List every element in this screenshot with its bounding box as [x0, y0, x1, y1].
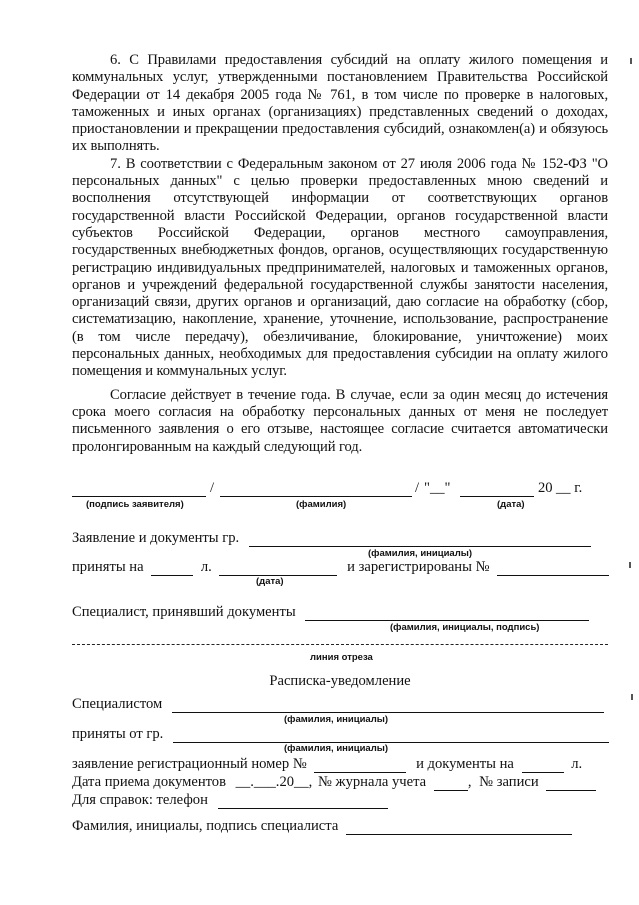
specialist-label: Специалист, принявший документы	[72, 604, 296, 620]
receipt-date-row	[72, 774, 596, 791]
specialist-row	[72, 604, 589, 621]
record-number-line[interactable]	[546, 776, 596, 791]
sheets-label: л.	[200, 559, 212, 575]
docs-sheets-unit: л.	[571, 756, 583, 772]
reg-number-line[interactable]	[314, 758, 406, 773]
journal-number-line[interactable]	[434, 776, 468, 791]
journal-separator: ,	[467, 774, 472, 790]
phone-row	[72, 792, 388, 809]
paragraph-consent-term: Согласие действует в течение года. В случае, если за один месяц до истечения срока моего согласия на обработку персональных данных от меня не последует письменного заявления о его отзыве, настоящее согласие считается автоматически пролонгированным на каждый следующий год.	[72, 386, 608, 455]
docs-sheets-line[interactable]	[522, 758, 564, 773]
cut-line-label: линия отреза	[310, 652, 373, 663]
reg-number-row	[72, 756, 582, 773]
slash-separator: /	[415, 480, 420, 496]
paragraphs-block	[72, 52, 608, 456]
caption-date: (дата)	[497, 499, 525, 510]
reg-number-label: заявление регистрационный номер №	[72, 756, 307, 772]
caption-surname: (фамилия)	[296, 499, 347, 510]
accepted-label: приняты на	[72, 559, 144, 575]
paragraph-7: 7. В соответствии с Федеральным законом от 27 июля 2006 года № 152-ФЗ "О персональных данных" с целью проверки предоставленных мною сведений и восполнения отсутствующей информации от соответствующих органов государственной власти Российской Федерации, органов государственной власти субъектов Российской Федерации, органов местного самоуправления, государственных внебюджетных фондов, органов, осуществляющих государственную регистрацию индивидуальных предпринимателей, налоговых и таможенных органов, органов и учреждений федеральной государственной службы занятости населения, организаций связи, других органов и организаций, даю согласие на обработку (сбор, систематизацию, накопление, хранение, уточнение, использование, распространение (в том числе передачу), обезличивание, блокирование, уничтожение) моих персональных данных, необходимых для предоставления субсидии на оплату жилого помещения и коммунальных услуг.	[72, 155, 608, 380]
date-day: "__"	[424, 480, 451, 496]
specialist-signature-row	[72, 818, 572, 835]
cut-line	[72, 644, 608, 645]
scan-mark	[631, 694, 633, 700]
signature-row	[72, 482, 608, 512]
year-suffix: __ г.	[556, 480, 583, 496]
sheets-count-line[interactable]	[151, 561, 193, 576]
scan-mark	[629, 562, 631, 568]
specialist-line[interactable]	[305, 606, 589, 621]
caption-fio-signature: (фамилия, инициалы, подпись)	[390, 622, 540, 633]
statement-label: Заявление и документы гр.	[72, 530, 240, 546]
caption-fio: (фамилия, инициалы)	[368, 548, 473, 559]
receipt-from-row	[72, 726, 609, 743]
caption-fio: (фамилия, инициалы)	[284, 714, 389, 725]
date-month-line[interactable]	[460, 482, 534, 497]
specialist-signature-label: Фамилия, инициалы, подпись специалиста	[72, 818, 339, 834]
receipt-from-label: приняты от гр.	[72, 726, 164, 742]
date-label: Дата приема документов	[72, 774, 226, 790]
accepted-date-line[interactable]	[219, 561, 337, 576]
slash-separator: /	[210, 480, 215, 496]
receipt-specialist-line[interactable]	[172, 698, 604, 713]
caption-date: (дата)	[256, 576, 284, 587]
year-prefix: 20	[538, 480, 553, 496]
record-label: № записи	[479, 774, 539, 790]
surname-line[interactable]	[220, 482, 412, 497]
paragraph-6: 6. С Правилами предоставления субсидий на оплату жилого помещения и коммунальных услуг, утвержденными постановлением Правительства Российской Федерации от 14 декабря 2005 года № 761, в том числе по проверке в налоговых, таможенных и иных органах (организациях) представленных сведений о доходах, приостановлении и прекращении предоставления субсидий, ознакомлен(а) и обязуюсь их выполнять.	[72, 52, 608, 155]
accepted-row	[72, 559, 609, 576]
registered-label: и зарегистрированы №	[347, 559, 490, 575]
caption-signature: (подпись заявителя)	[86, 499, 184, 510]
receipt-specialist-row	[72, 696, 604, 713]
receipt-specialist-label: Специалистом	[72, 696, 163, 712]
caption-fio: (фамилия, инициалы)	[284, 743, 389, 754]
phone-line[interactable]	[218, 794, 388, 809]
journal-label: № журнала учета	[317, 774, 427, 790]
signature-line[interactable]	[72, 482, 206, 497]
docs-on-label: и документы на	[416, 756, 514, 772]
registration-number-line[interactable]	[497, 561, 609, 576]
specialist-signature-line[interactable]	[346, 820, 572, 835]
applicant-name-line[interactable]	[249, 532, 591, 547]
receipt-title: Расписка-уведомление	[269, 673, 411, 689]
scan-mark	[630, 58, 632, 64]
date-value[interactable]: __.___.20__,	[235, 774, 313, 790]
statement-row	[72, 530, 591, 547]
receipt-from-line[interactable]	[173, 728, 609, 743]
phone-label: Для справок: телефон	[72, 792, 208, 808]
